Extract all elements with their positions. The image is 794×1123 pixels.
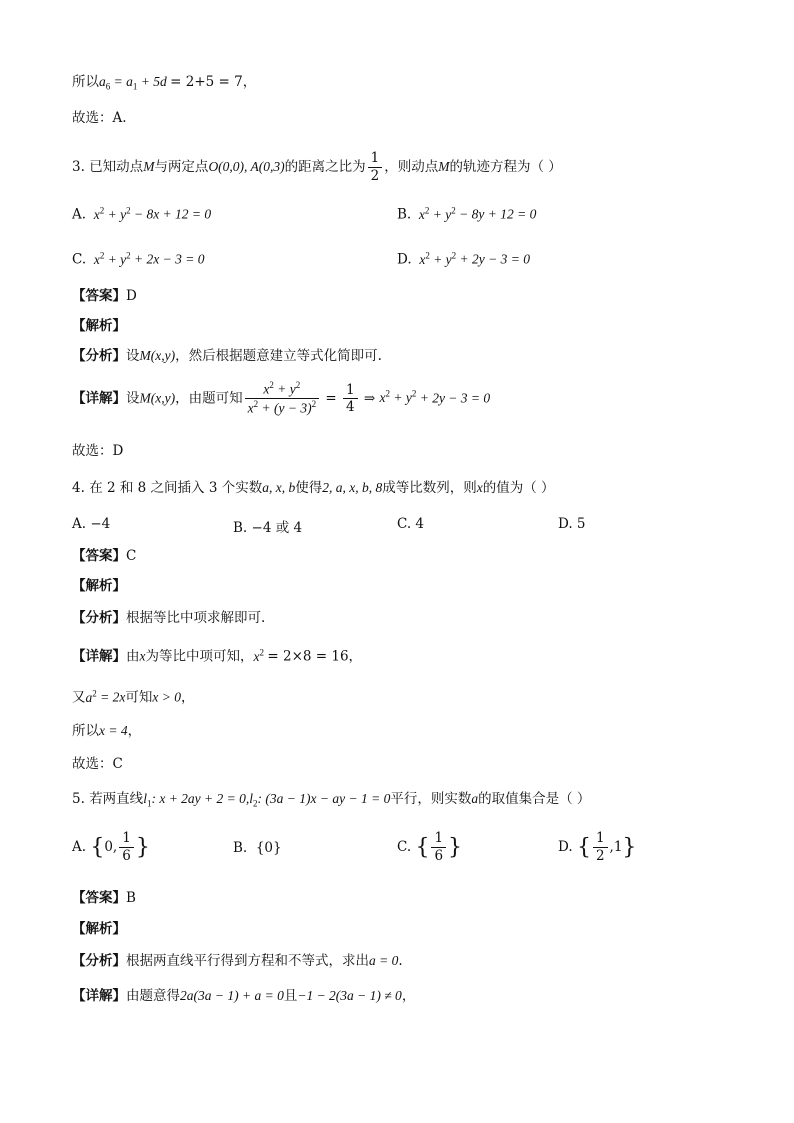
analysis-3: 【分析】设M(x,y)，然后根据题意建立等式化简即可. [72,348,382,364]
answer-3: 【答案】D [72,288,137,304]
option-3b: B. $x^2 + y^2 - 8y + 12 = 0$ [397,205,537,223]
detail-3: 【详解】设M(x,y)，由题可知 $\frac{x^2 + y^2}{x^2 + (y - 3)^2}$ = $\frac{1}{4}$ ⇒ $x^2 + y^2 + 2y - 3 = 0$ [72,380,491,416]
analysis-header-5: 【解析】 [72,921,126,937]
option-4c: C. 4 [397,516,425,532]
answer-select-3: 故选：D [72,443,124,459]
fraction-one-quarter: $\frac{1}{4}$ [343,382,358,417]
option-5c: C. { $\frac{1}{6}$ } [397,830,463,864]
option-4b: B. −4 或 4 [233,520,303,536]
analysis-header-3: 【解析】 [72,318,126,334]
fraction-one-half: $\frac{1}{2}$ [368,150,383,185]
question-4: 4. 在 2 和 8 之间插入 3 个实数a, x, b使得2, a, x, b, 8成等比数列，则x的值为（ ） [72,480,555,496]
option-3d: D. $x^2 + y^2 + 2y - 3 = 0$ [397,250,530,268]
option-4a: A. −4 [72,516,111,532]
option-5b: B. {0} [233,840,282,856]
option-5a: A. {0, $\frac{1}{6}$ } [72,830,150,864]
detail-5: 【详解】由题意得2a(3a − 1) + a = 0且−1 − 2(3a − 1) ≠ 0， [72,988,416,1004]
text-line-a6: 所以$a_6 = a_1 + 5d = 2+5 = 7$， [72,74,257,92]
fraction-distance-ratio: $\frac{x^2 + y^2}{x^2 + (y - 3)^2}$ [245,380,319,418]
analysis-5: 【分析】根据两直线平行得到方程和不等式，求出a = 0. [72,953,403,969]
analysis-header-4: 【解析】 [72,578,126,594]
option-4d: D. 5 [558,516,586,532]
answer-5: 【答案】B [72,890,136,906]
answer-select-4: 故选：C [72,756,123,772]
text-line-also: 又$a^2 = 2x$可知x > 0， [72,688,195,706]
question-3: 3. 已知动点M与两定点O(0,0), A(0,3)的距离之比为 $\frac{1}{2}$ ，则动点M的轨迹方程为（ ） [72,150,562,184]
question-5: 5. 若两直线$l_1$: $x + 2ay + 2 = 0,l_2$: (3a − 1)x − ay − 1 = 0平行，则实数a的取值集合是（ ） [72,791,591,809]
option-3c: C. $x^2 + y^2 + 2x - 3 = 0$ [72,250,205,268]
detail-4: 【详解】由x为等比中项可知，$x^2 = 2\times 8 = 16$， [72,647,363,665]
text-line-so: 所以x = 4， [72,723,142,739]
option-3a: A. $x^2 + y^2 - 8x + 12 = 0$ [72,205,212,223]
answer-4: 【答案】C [72,548,137,564]
option-5d: D. { $\frac{1}{2}$ ,1} [558,830,637,864]
answer-select-line: 故选：A. [72,110,127,126]
analysis-4: 【分析】根据等比中项求解即可. [72,610,266,626]
